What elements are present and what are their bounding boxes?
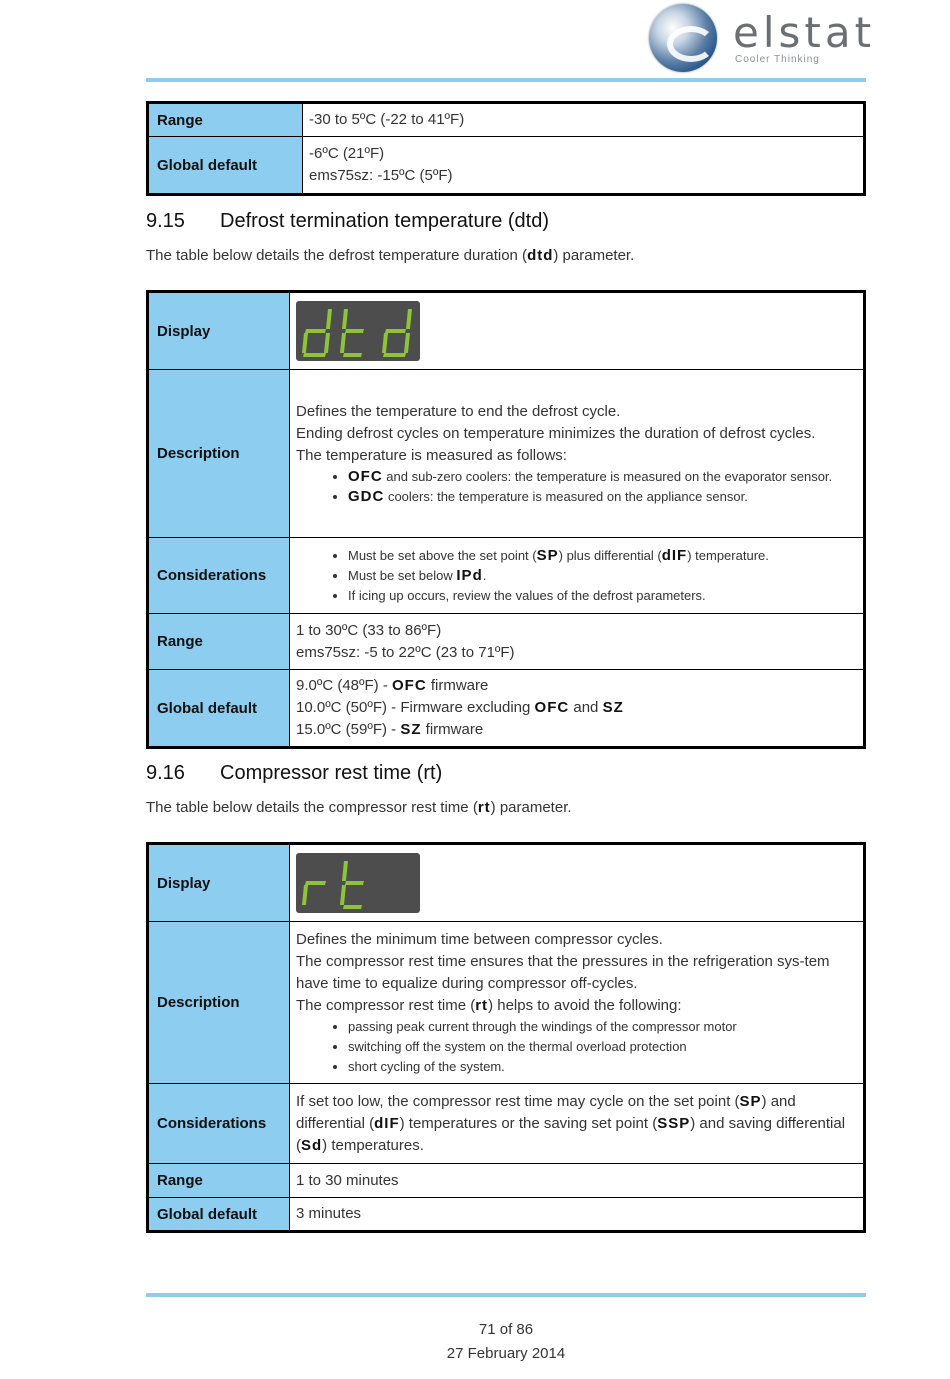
section-number: 9.16	[146, 762, 185, 784]
range-row	[148, 103, 865, 137]
default-line: -6ºC (21ºF)	[309, 145, 385, 162]
range-row	[148, 614, 865, 670]
intro-code: dtd	[527, 247, 554, 264]
section-number: 9.15	[146, 210, 185, 232]
intro-code: rt	[477, 799, 491, 816]
description-text: Defines the minimum time between compressor cycles.	[296, 930, 663, 948]
considerations-label: Considerations	[148, 538, 290, 614]
description-text: Defines the temperature to end the defrost cycle.	[296, 402, 621, 420]
range-value: -30 to 5ºC (-22 to 41ºF)	[303, 103, 865, 137]
lcd-display-dtd-icon	[296, 301, 420, 361]
list-item: • passing peak current through the windings of the compressor motor	[348, 1017, 857, 1037]
lcd-display-rt-icon	[296, 853, 420, 913]
global-default-value	[290, 670, 865, 748]
global-default-value: 3 minutes	[290, 1198, 865, 1232]
section-heading-rt	[146, 762, 442, 785]
considerations-label: Considerations	[148, 1084, 290, 1164]
global-default-label: Global default	[148, 137, 303, 195]
section-intro-rt	[146, 799, 572, 816]
footer-rule	[146, 1293, 866, 1297]
description-row	[148, 370, 865, 538]
considerations-row	[148, 538, 865, 614]
description-label: Description	[148, 370, 290, 538]
description-label: Description	[148, 922, 290, 1084]
description-value	[290, 922, 865, 1084]
intro-text: The table below details the defrost temperature duration (	[146, 247, 528, 264]
global-default-value	[303, 137, 865, 195]
intro-text: ) parameter.	[553, 247, 635, 264]
display-value	[290, 292, 865, 370]
elstat-logo-icon	[649, 4, 717, 72]
list-item: • Must be set below IPd.	[348, 566, 857, 586]
intro-text: The table below details the compressor rest time (	[146, 799, 478, 816]
range-label: Range	[148, 103, 303, 137]
range-value	[290, 614, 865, 670]
display-row	[148, 844, 865, 922]
considerations-list	[296, 546, 857, 606]
default-line: 9.0ºC (48ºF) - OFC firmware	[296, 677, 489, 694]
description-row	[148, 922, 865, 1084]
range-line: ems75sz: -5 to 22ºC (23 to 71ºF)	[296, 643, 515, 661]
list-item: • Must be set above the set point (SP) plus differential (dIF) temperature.	[348, 546, 857, 566]
list-item: • switching off the system on the thermal overload protection	[348, 1037, 857, 1057]
global-default-label: Global default	[148, 670, 290, 748]
description-text: The compressor rest time ensures that the pressures in the refrigeration sys-tem have time to equalize during compressor off-cycles.	[296, 952, 830, 992]
display-label: Display	[148, 292, 290, 370]
section-heading-dtd	[146, 210, 549, 233]
global-default-row	[148, 137, 865, 195]
considerations-value	[290, 538, 865, 614]
rt-parameter-table	[146, 842, 866, 1233]
avoid-list	[296, 1017, 857, 1077]
logo-tagline: Cooler Thinking	[735, 54, 820, 65]
range-label: Range	[148, 614, 290, 670]
description-value	[290, 370, 865, 538]
global-default-row	[148, 1198, 865, 1232]
continued-parameter-table	[146, 101, 866, 196]
default-line: 10.0ºC (50ºF) - Firmware excluding OFC and SZ	[296, 699, 624, 716]
global-default-label: Global default	[148, 1198, 290, 1232]
description-text: Ending defrost cycles on temperature minimizes the duration of defrost cycles.	[296, 424, 816, 442]
display-value	[290, 844, 865, 922]
default-line: 15.0ºC (59ºF) - SZ firmware	[296, 721, 484, 738]
considerations-row	[148, 1084, 865, 1164]
description-text: The compressor rest time (rt) helps to avoid the following:	[296, 996, 682, 1014]
list-item: • OFC and sub-zero coolers: the temperature is measured on the evaporator sensor.	[348, 467, 857, 487]
list-item: • short cycling of the system.	[348, 1057, 857, 1077]
page-number: 71 of 86	[478, 1321, 534, 1338]
header-rule	[146, 78, 866, 82]
section-title: Defrost termination temperature (dtd)	[220, 210, 550, 232]
logo-wordmark: elstat	[733, 8, 876, 57]
list-item: • If icing up occurs, review the values of the defrost parameters.	[348, 586, 857, 606]
section-title: Compressor rest time (rt)	[220, 762, 443, 784]
description-text: The temperature is measured as follows:	[296, 446, 567, 464]
intro-text: ) parameter.	[490, 799, 572, 816]
section-intro-dtd	[146, 247, 634, 264]
range-value: 1 to 30 minutes	[290, 1164, 865, 1198]
considerations-value: If set too low, the compressor rest time may cycle on the set point (SP) and differential (dIF) temperatures or the saving set point (SSP) and saving differential (Sd) temperatures.	[290, 1084, 865, 1164]
measurement-list	[296, 467, 857, 507]
global-default-row	[148, 670, 865, 748]
default-line: ems75sz: -15ºC (5ºF)	[309, 167, 453, 184]
dtd-parameter-table	[146, 290, 866, 749]
display-row	[148, 292, 865, 370]
range-row	[148, 1164, 865, 1198]
range-label: Range	[148, 1164, 290, 1198]
list-item: • GDC coolers: the temperature is measured on the appliance sensor.	[348, 487, 857, 507]
range-line: 1 to 30ºC (33 to 86ºF)	[296, 621, 442, 639]
elstat-logo	[645, 2, 875, 74]
footer-date: 27 February 2014	[446, 1345, 566, 1362]
display-label: Display	[148, 844, 290, 922]
